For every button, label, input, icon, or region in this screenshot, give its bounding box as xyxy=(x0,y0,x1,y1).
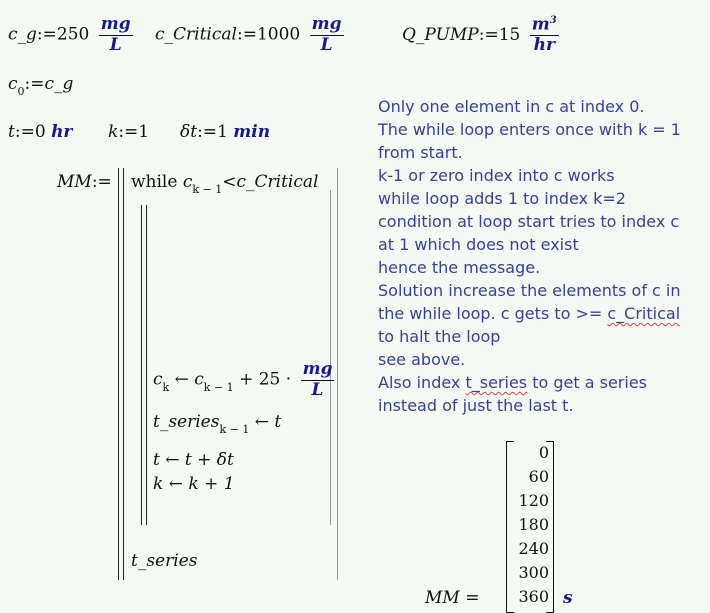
c0-value: c_g xyxy=(44,74,74,94)
loop-line-4[interactable] xyxy=(153,474,235,494)
t-value: 0 xyxy=(34,122,46,142)
dt-definition[interactable] xyxy=(180,122,270,142)
note-line: Also index t_series to get a series xyxy=(378,373,647,392)
note-line: while loop adds 1 to index k=2 xyxy=(378,189,626,208)
c0-subscript: 0 xyxy=(17,85,25,98)
matrix-cell: 180 xyxy=(518,515,549,534)
line1-rhs-var: c xyxy=(194,369,204,390)
assign-op: := xyxy=(91,172,112,192)
assign-op: := xyxy=(478,24,499,45)
k-definition[interactable] xyxy=(108,122,149,142)
note-line: The while loop enters once with k = 1 xyxy=(378,120,681,139)
loop-line-3[interactable] xyxy=(153,450,234,470)
line4: k ← k + 1 xyxy=(153,474,235,494)
line1-unit: $\frac{mg}{L}$ xyxy=(302,359,333,400)
loop-line-2[interactable] xyxy=(153,412,282,436)
c-g-name: c_g xyxy=(8,24,37,45)
c-g-value: 250 xyxy=(56,24,90,45)
note-line: k-1 or zero index into c works xyxy=(378,166,615,185)
result-name: MM xyxy=(425,588,460,608)
c-critical-definition[interactable] xyxy=(155,15,344,55)
mm-name: MM xyxy=(57,172,92,192)
while-line[interactable] xyxy=(131,172,319,196)
note-line: from start. xyxy=(378,143,463,162)
c0-name: c xyxy=(8,74,18,94)
loop-bar-1 xyxy=(141,205,142,525)
loop-line-1[interactable] xyxy=(153,360,334,400)
matrix-cell: 300 xyxy=(518,563,549,582)
line3: t ← t + δt xyxy=(153,450,234,470)
assign-op: := xyxy=(14,122,35,142)
return-value: t_series xyxy=(131,551,198,571)
note-line: the while loop. c gets to >= c_Critical xyxy=(378,304,681,323)
assign-op: := xyxy=(236,24,257,45)
spellcheck-word: t_series xyxy=(465,373,528,392)
assign-op: := xyxy=(118,122,139,142)
assign-op: := xyxy=(197,122,218,142)
note-line: hence the message. xyxy=(378,258,541,277)
result-unit: s xyxy=(563,588,573,608)
cond-var: c xyxy=(182,172,193,192)
assign-op: := xyxy=(24,74,45,94)
result-label[interactable] xyxy=(425,588,479,608)
line2-lhs: t_series xyxy=(153,412,220,432)
line2-lhs-sub: k − 1 xyxy=(219,423,250,436)
t-definition[interactable] xyxy=(8,122,72,142)
program-bar-outer-1 xyxy=(118,168,119,580)
line1-lhs: c xyxy=(153,369,163,390)
loop-bar-2 xyxy=(146,205,147,525)
line2-rest: ← t xyxy=(254,412,282,432)
q-pump-unit: $\frac{m^3}{hr}$ xyxy=(531,14,557,56)
note-line: at 1 which does not exist xyxy=(378,235,579,254)
matrix-cell: 120 xyxy=(518,491,549,510)
line1-rhs-sub: k − 1 xyxy=(203,380,234,394)
k-value: 1 xyxy=(138,122,150,142)
cond-rhs: c_Critical xyxy=(236,172,319,192)
c-g-unit: $\frac{mg}{L}$ xyxy=(100,14,131,55)
c-critical-name: c_Critical xyxy=(155,24,237,45)
program-name[interactable] xyxy=(57,172,112,192)
matrix-cell: 0 xyxy=(538,443,549,462)
c-critical-unit: $\frac{mg}{L}$ xyxy=(311,14,342,55)
cond-op: < xyxy=(222,172,237,192)
matrix-cell: 240 xyxy=(518,539,549,558)
note-line: instead of just the last t. xyxy=(378,396,574,415)
q-pump-definition[interactable] xyxy=(402,15,559,56)
c-critical-value: 1000 xyxy=(256,24,301,45)
cond-subscript: k − 1 xyxy=(192,183,223,196)
note-line: to halt the loop xyxy=(378,327,501,346)
return-line[interactable] xyxy=(131,551,197,571)
q-pump-value: 15 xyxy=(498,24,521,45)
note-line: Only one element in c at index 0. xyxy=(378,97,645,116)
dt-name: δt xyxy=(180,122,198,142)
c-g-definition[interactable] xyxy=(8,15,133,55)
k-name: k xyxy=(108,122,119,142)
dt-unit: min xyxy=(233,122,271,142)
assign-op: := xyxy=(36,24,57,45)
note-line: see above. xyxy=(378,350,466,369)
result-eq: = xyxy=(465,588,480,608)
matrix-cell: 360 xyxy=(518,587,549,606)
program-bar-right xyxy=(337,168,338,580)
note-line: Solution increase the elements of c in xyxy=(378,281,681,300)
loop-bar-right xyxy=(330,190,331,525)
line1-lhs-sub: k xyxy=(162,380,170,394)
matrix-cell: 60 xyxy=(528,467,549,486)
line1-plus: + 25 · xyxy=(239,369,292,390)
t-unit: hr xyxy=(51,122,73,142)
dt-value: 1 xyxy=(217,122,228,142)
t-name: t xyxy=(8,122,15,142)
while-keyword: while xyxy=(131,172,178,192)
spellcheck-word: c_Critical xyxy=(607,304,681,323)
explanation-note[interactable] xyxy=(378,95,708,417)
c0-definition[interactable] xyxy=(8,74,74,98)
assign-arrow: ← xyxy=(174,369,189,390)
q-pump-name: Q_PUMP xyxy=(402,24,479,45)
note-line: condition at loop start tries to index c xyxy=(378,212,680,231)
program-bar-outer-2 xyxy=(123,168,124,580)
